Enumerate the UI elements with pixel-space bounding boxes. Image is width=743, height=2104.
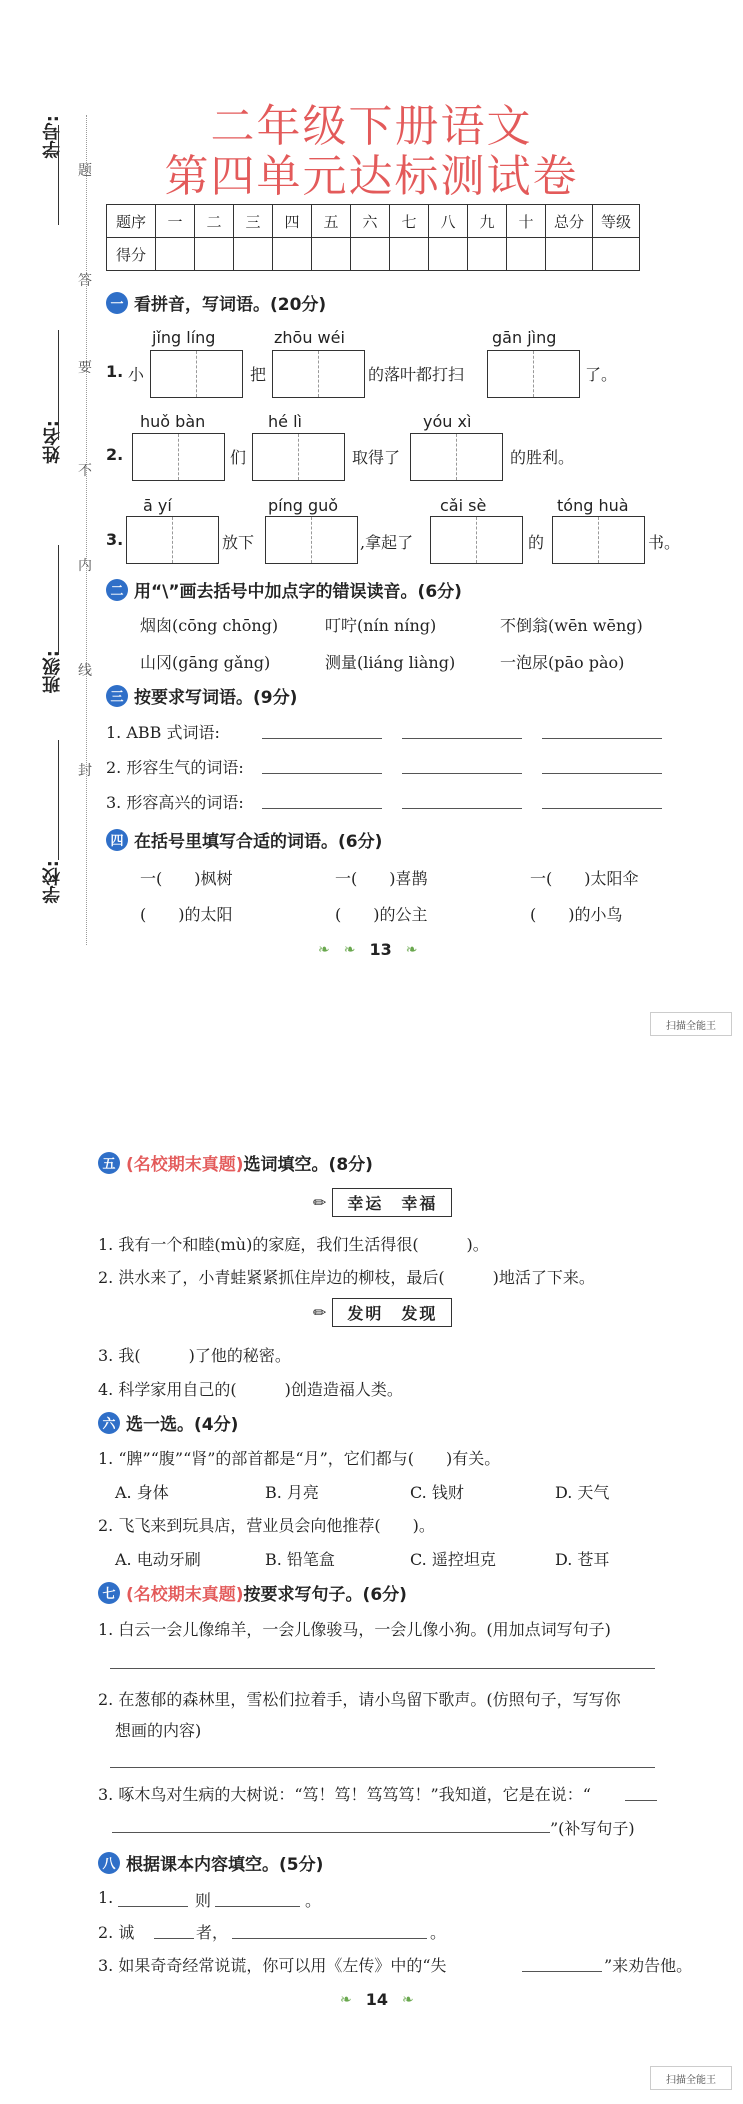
answer-box[interactable] [252, 433, 345, 481]
score-cell[interactable] [546, 238, 593, 271]
pinyin: hé lì [268, 412, 302, 431]
sentence-text: 把 [250, 365, 267, 384]
table-header-cell: 等级 [593, 205, 640, 238]
option-a[interactable]: A. 身体 [115, 1483, 169, 1502]
binding-dotted-line [86, 115, 87, 945]
fill-blank-item[interactable]: ( )的公主 [335, 905, 428, 924]
leaf-icon: ❧ [402, 1991, 414, 2008]
pronunciation-item[interactable]: 烟囱(cōng chōng) [140, 616, 279, 635]
student-number-blank[interactable] [58, 125, 59, 225]
answer-line[interactable] [402, 808, 522, 809]
section-number-badge: 三 [106, 685, 128, 707]
sentence-text: 的胜利。 [510, 448, 575, 467]
fill-blank-item[interactable]: ( )的太阳 [140, 905, 233, 924]
pronunciation-item[interactable]: 一泡尿(pāo pào) [500, 653, 625, 672]
pinyin: píng guǒ [268, 496, 339, 515]
table-header-cell: 五 [312, 205, 351, 238]
option-c[interactable]: C. 钱财 [410, 1483, 464, 1502]
word-prompt: 2. 形容生气的词语: [106, 758, 244, 777]
section-1-header: 一 看拼音，写词语。(20分) [106, 290, 326, 315]
answer-line[interactable] [110, 1767, 655, 1768]
answer-line[interactable] [262, 773, 382, 774]
leaf-icon: ❧ [405, 941, 418, 958]
answer-line[interactable] [542, 808, 662, 809]
leaf-icon: ❧ [340, 1991, 352, 2008]
table-header-cell: 十 [507, 205, 546, 238]
option-c[interactable]: C. 遥控坦克 [410, 1550, 496, 1569]
school-label: 学校: [42, 860, 63, 904]
answer-box[interactable] [132, 433, 225, 481]
answer-line[interactable] [112, 1832, 550, 1833]
class-blank[interactable] [58, 545, 59, 655]
word-choice-box: ✏ 幸运 幸福 [313, 1188, 452, 1217]
answer-line[interactable] [542, 738, 662, 739]
option-a[interactable]: A. 电动牙刷 [115, 1550, 201, 1569]
pronunciation-item[interactable]: 不倒翁(wēn wēng) [500, 616, 643, 635]
answer-box[interactable] [552, 516, 645, 564]
score-cell[interactable] [195, 238, 234, 271]
section-7-header: 七 (名校期末真题) 按要求写句子。(6分) [98, 1580, 407, 1605]
table-header-cell: 九 [468, 205, 507, 238]
question-text: 1. [98, 1888, 114, 1907]
section-number-badge: 六 [98, 1412, 120, 1434]
pinyin: yóu xì [423, 412, 472, 431]
option-b[interactable]: B. 月亮 [265, 1483, 319, 1502]
question-text: 2. 飞飞来到玩具店，营业员会向他推荐( )。 [98, 1516, 435, 1535]
answer-box[interactable] [272, 350, 365, 398]
answer-line[interactable] [262, 738, 382, 739]
word-prompt: 1. ABB 式词语: [106, 723, 220, 742]
fill-blank-item[interactable]: 一( )枫树 [140, 869, 233, 888]
score-cell[interactable] [593, 238, 640, 271]
table-header-cell: 六 [351, 205, 390, 238]
sentence-text: 们 [230, 448, 247, 467]
answer-line[interactable] [154, 1938, 194, 1939]
option-d[interactable]: D. 天气 [555, 1483, 610, 1502]
pronunciation-item[interactable]: 山冈(gāng gǎng) [140, 653, 271, 672]
sentence-text: 取得了 [352, 448, 401, 467]
section-number-badge: 八 [98, 1852, 120, 1874]
question-text: 者， [196, 1923, 229, 1942]
score-cell[interactable] [507, 238, 546, 271]
score-cell[interactable] [156, 238, 195, 271]
question-text: 。 [305, 1891, 322, 1910]
word-choice-box: ✏ 发明 发现 [313, 1298, 452, 1327]
table-header-cell: 八 [429, 205, 468, 238]
seal-char: 线 [78, 663, 92, 679]
answer-box[interactable] [410, 433, 503, 481]
question-text: 1. 白云一会儿像绵羊，一会儿像骏马，一会儿像小狗。(用加点词写句子) [98, 1620, 611, 1639]
pinyin: ā yí [143, 496, 172, 515]
answer-line[interactable] [402, 773, 522, 774]
sentence-text: 书。 [648, 533, 681, 552]
sentence-text: ,拿起了 [360, 533, 414, 552]
answer-line[interactable] [402, 738, 522, 739]
answer-line[interactable] [215, 1906, 300, 1907]
seal-char: 内 [78, 558, 92, 574]
sentence-text: 了。 [585, 365, 618, 384]
question-text: ”来劝告他。 [604, 1956, 693, 1975]
class-label: 班级: [42, 650, 63, 694]
scanner-watermark: 扫描全能王 [650, 2066, 732, 2090]
question-text: 2. 诚 [98, 1923, 135, 1942]
pinyin: jǐng líng [152, 328, 216, 347]
section-8-header: 八 根据课本内容填空。(5分) [98, 1850, 323, 1875]
question-text: 。 [430, 1923, 447, 1942]
answer-box[interactable] [265, 516, 358, 564]
answer-box[interactable] [487, 350, 580, 398]
student-name-blank[interactable] [58, 330, 59, 440]
pinyin: gān jìng [492, 328, 557, 347]
section-5-header: 五 (名校期末真题) 选词填空。(8分) [98, 1150, 373, 1175]
question-text: 1. 我有一个和睦(mù)的家庭，我们生活得很( )。 [98, 1235, 489, 1254]
answer-line[interactable] [118, 1906, 188, 1907]
score-cell[interactable] [468, 238, 507, 271]
pinyin: zhōu wéi [274, 328, 345, 347]
school-blank[interactable] [58, 740, 59, 860]
table-header-cell: 一 [156, 205, 195, 238]
exam-title-line2: 第四单元达标测试卷 [164, 151, 579, 202]
pronunciation-item[interactable]: 叮咛(nín níng) [325, 616, 437, 635]
section-3-header: 三 按要求写词语。(9分) [106, 683, 297, 708]
table-header-cell: 总分 [546, 205, 593, 238]
exam-title-line1: 二年级下册语文 [210, 101, 533, 152]
fill-blank-item[interactable]: ( )的小鸟 [530, 905, 623, 924]
answer-line[interactable] [522, 1971, 602, 1972]
sentence-text: 放下 [222, 533, 255, 552]
answer-line[interactable] [625, 1800, 657, 1801]
leaf-icon: ❧ [343, 941, 356, 958]
table-header-cell: 四 [273, 205, 312, 238]
answer-line[interactable] [262, 808, 382, 809]
fill-blank-item[interactable]: 一( )太阳伞 [530, 869, 639, 888]
section-number-badge: 二 [106, 579, 128, 601]
answer-line[interactable] [542, 773, 662, 774]
score-cell[interactable] [234, 238, 273, 271]
answer-line[interactable] [110, 1668, 655, 1669]
seal-char: 答 [78, 273, 92, 289]
seal-char: 要 [78, 360, 92, 376]
word-prompt: 3. 形容高兴的词语: [106, 793, 244, 812]
section-number-badge: 一 [106, 292, 128, 314]
pronunciation-item[interactable]: 测量(liáng liàng) [325, 653, 456, 672]
answer-line[interactable] [232, 1938, 427, 1939]
student-number-label: 学号: [42, 115, 63, 159]
score-cell[interactable] [429, 238, 468, 271]
seal-char: 不 [78, 463, 92, 479]
section-2-header: 二 用“\”画去括号中加点字的错误读音。(6分) [106, 577, 462, 602]
table-header-cell: 七 [390, 205, 429, 238]
question-text: 3. 啄木鸟对生病的大树说：“笃！笃！笃笃笃！”我知道，它是在说：“ [98, 1785, 591, 1804]
score-row-label: 得分 [107, 238, 156, 271]
section-number-badge: 四 [106, 829, 128, 851]
question-text: 想画的内容) [115, 1721, 202, 1740]
sentence-text: 的落叶都打扫 [368, 365, 465, 384]
page-number: 14 [365, 1990, 388, 2009]
table-header-cell: 三 [234, 205, 273, 238]
section-number-badge: 七 [98, 1582, 120, 1604]
page-footer [318, 940, 417, 959]
pinyin: cǎi sè [440, 496, 487, 515]
score-cell[interactable] [273, 238, 312, 271]
fill-blank-item[interactable]: 一( )喜鹊 [335, 869, 428, 888]
score-cell[interactable] [390, 238, 429, 271]
section-4-header: 四 在括号里填写合适的词语。(6分) [106, 827, 382, 852]
question-text: 1. “脾”“腹”“肾”的部首都是“月”，它们都与( )有关。 [98, 1449, 501, 1468]
score-cell[interactable] [351, 238, 390, 271]
seal-char: 题 [78, 163, 92, 179]
section-number-badge: 五 [98, 1152, 120, 1174]
seal-char: 封 [78, 763, 92, 779]
table-header-cell: 题序 [107, 205, 156, 238]
pinyin: huǒ bàn [140, 412, 206, 431]
question-text: 2. 洪水来了，小青蛙紧紧抓住岸边的柳枝，最后( )地活了下来。 [98, 1268, 595, 1287]
page-number: 13 [369, 940, 392, 959]
score-cell[interactable] [312, 238, 351, 271]
question-text: 3. 我( )了他的秘密。 [98, 1346, 291, 1365]
student-name-label: 姓名: [42, 420, 63, 464]
leaf-icon: ❧ [318, 941, 330, 958]
question-text: 4. 科学家用自己的( )创造造福人类。 [98, 1380, 403, 1399]
pinyin: tóng huà [557, 496, 629, 515]
section-6-header: 六 选一选。(4分) [98, 1410, 238, 1435]
sentence-text: 小 [128, 365, 145, 384]
sentence-text: 的 [528, 533, 545, 552]
question-text: ”(补写句子) [550, 1819, 635, 1838]
pencil-icon: ✏ [313, 1193, 327, 1212]
score-table [106, 204, 640, 271]
answer-box[interactable] [126, 516, 219, 564]
question-text: 3. 如果奇奇经常说谎，你可以用《左传》中的“失 [98, 1956, 447, 1975]
page-footer [340, 1990, 414, 2009]
option-b[interactable]: B. 铅笔盒 [265, 1550, 335, 1569]
question-text: 则 [195, 1891, 212, 1910]
pencil-icon: ✏ [313, 1303, 327, 1322]
scanner-watermark: 扫描全能王 [650, 1012, 732, 1036]
answer-box[interactable] [150, 350, 243, 398]
question-text: 2. 在葱郁的森林里，雪松们拉着手，请小鸟留下歌声。(仿照句子，写写你 [98, 1690, 621, 1709]
table-header-cell: 二 [195, 205, 234, 238]
answer-box[interactable] [430, 516, 523, 564]
option-d[interactable]: D. 苍耳 [555, 1550, 610, 1569]
